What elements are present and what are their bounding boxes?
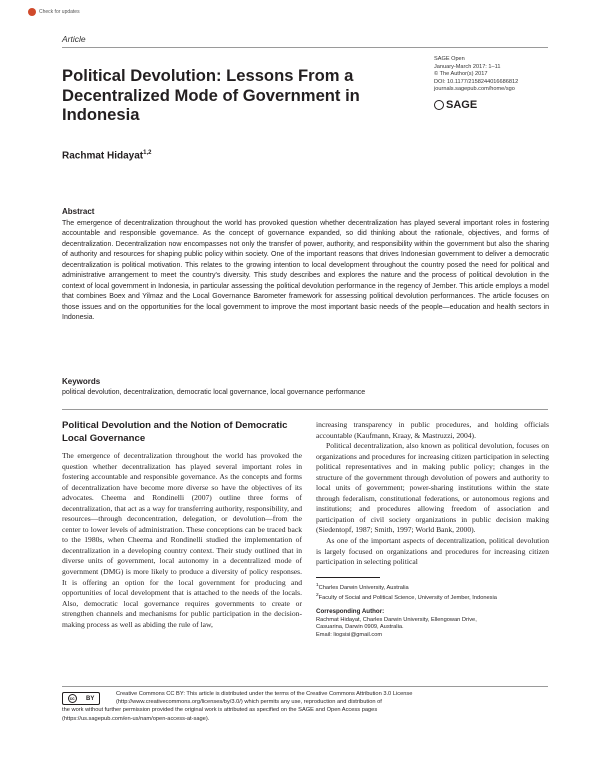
body-paragraph: The emergence of decentralization throughout the world has provoked the question whether decentralization has played several important roles in fostering accountable and responsible governance. As the concepts and forms of decentralization have become more diverse so have the objectives of its advocates. Cheema and Rondinelli (2007) outline three forms of decentralization, that act as a way for transferring authority, responsibility, and resources—through deconcentration, delegation, or devolution—from the center to lower levels of administration. These conceptions can be traced back to the 1980s, when Cheema and Rondinelli studied the implementation of decentralization in a developing country context. Their study outlined that in diverse units of government, local autonomy in a decentralized mode of government (DMG) is more likely to produce a diversity of policy responses. It is offering an option for the local government for producing and opportunities of local development that is attached to the needs of the locals. Also, democratic local governance requires governments to create or strengthen channels and mechanisms for public participation in the decision-making process as well as abiding the rule of law, — [62, 451, 302, 629]
doi-line[interactable]: DOI: 10.1177/2158244016686812 — [434, 78, 519, 85]
abstract-text: The emergence of decentralization throughout the world has provoked question whether decentralization has played several important roles in fostering accountable and responsible governance. As the concept of governance expanded, so did thinking about the rationale, objectives, and forms of decentralization. Decentralization now encompasses not only the transfer of power, authority, and responsibility within the government but also the sharing of authority and resources for shaping public policy within society. One of the important reasons that drives Indonesian government to deliver a democratic decentralization is political motivation. This relates to the growing intention to local development throughout the country posed the need for political and administrative arrangement to meet the country's diversity. This study describes and explores the nature and the process of political devolution in the context of local government in Indonesia, in particular assessing the political devolution performance in the regency of Jember. This article employs a model that combines Boex and Yilmaz and the Local Governance Barometer framework for assessing political devolution performances. The article focuses on those issues and on the opportunities for the local government to improve the most important basic needs of the people—education and health sectors in Indonesia. — [62, 220, 549, 322]
body-column-left — [62, 451, 302, 630]
corresponding-author-line-2: Casuarina, Darwin 0909, Australia. — [316, 624, 404, 631]
cc-by-label: BY — [85, 695, 95, 702]
license-line-2[interactable]: (http://www.creativecommons.org/licenses/by/3.0/) which permits any use, reproduction and distribution of — [116, 699, 382, 706]
copyright-line: © The Author(s) 2017 — [434, 71, 488, 78]
keywords-heading: Keywords — [62, 377, 101, 386]
header-divider — [62, 47, 548, 48]
body-paragraph: Political decentralization, also known as political devolution, focuses on organizations and procedures for increasing citizen participation in selecting political representatives and in making public policy; changes in the structure of the government through devolution of powers and authority to local units of government; power-sharing institutions within the state through federalism, constitutional federations, or autonomous regions and institutions; and procedures allowing freedom of association and participation of civil society organizations in public decision making (Siedentopf, 1987; Smith, 1997; World Bank, 2000). — [316, 441, 549, 535]
abstract-heading: Abstract — [62, 207, 95, 216]
keywords-text: political devolution, decentralization, democratic local governance, local governance performance — [62, 389, 366, 396]
sage-logo-text: SAGE — [446, 99, 478, 111]
body-column-right — [316, 420, 549, 568]
check-for-updates-badge[interactable] — [28, 6, 84, 17]
license-line-1: Creative Commons CC BY: This article is distributed under the terms of the Creative Commons Attribution 3.0 License — [116, 691, 413, 697]
update-check-icon — [28, 8, 36, 16]
corresponding-author-line-1: Rachmat Hidayat, Charles Darwin University, Ellengowan Drive, — [316, 616, 477, 623]
affiliation-2-text: Faculty of Social and Political Science, University of Jember, Indonesia — [318, 595, 497, 602]
license-text — [62, 690, 548, 723]
sage-logo — [434, 99, 477, 111]
badge-label: Check for updates — [39, 8, 80, 15]
author-name-text: Rachmat Hidayat — [62, 150, 144, 162]
affiliation-2-mark: 2 — [316, 593, 319, 599]
journal-url[interactable]: journals.sagepub.com/home/sgo — [434, 86, 515, 93]
issue-info: January-March 2017: 1–11 — [434, 63, 501, 70]
license-line-4[interactable]: (https://us.sagepub.com/en-us/nam/open-access-at-sage). — [62, 715, 210, 722]
journal-name: SAGE Open — [434, 56, 465, 62]
affiliation-1-mark: 1 — [316, 583, 319, 588]
journal-metadata — [434, 56, 518, 94]
footnote-divider — [316, 577, 380, 578]
body-paragraph: increasing transparency in public procedures, and holding officials accountable (Kaufmann, Kraay, & Mastruzzi, 2004). — [316, 420, 549, 440]
sage-logo-icon — [434, 100, 444, 110]
author-affiliation-marks: 1,2 — [143, 150, 152, 156]
paper-title: Political Devolution: Lessons From a Decentralized Mode of Government in Indonesia — [62, 66, 360, 125]
cc-icon: cc — [69, 696, 75, 701]
affiliation-2 — [316, 592, 550, 602]
affiliation-footnotes — [316, 582, 550, 639]
affiliation-1 — [316, 582, 550, 592]
corresponding-author-heading — [316, 608, 550, 617]
corresponding-author-email[interactable]: Email: liogsisi@gmail.com — [316, 631, 383, 638]
article-type-label: Article — [62, 34, 86, 44]
body-paragraph: As one of the important aspects of decentralization, political devolution is largely focused on organizations and procedures for increasing citizen participation in selecting political — [316, 536, 549, 567]
affiliation-1-text: Charles Darwin University, Australia — [318, 584, 409, 591]
license-line-3: the work without further permission provided the original work is attributed as specified on the SAGE and Open Access pages — [62, 707, 378, 714]
section-heading: Political Devolution and the Notion of Democratic Local Governance — [62, 420, 288, 444]
license-divider — [62, 686, 548, 687]
section-divider — [62, 409, 548, 410]
author-name — [62, 150, 151, 161]
corresponding-author-label: Corresponding Author: — [316, 607, 385, 615]
